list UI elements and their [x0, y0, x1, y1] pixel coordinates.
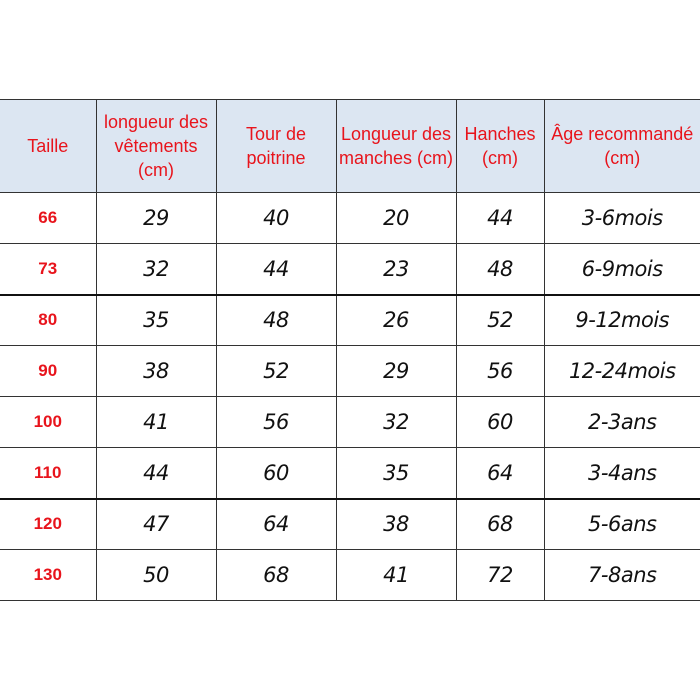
table-row	[0, 499, 700, 550]
table-body	[0, 193, 700, 601]
cell-longueur-vetements: 41	[96, 397, 216, 448]
cell-longueur-manches: 35	[336, 448, 456, 499]
cell-tour-de-poitrine: 40	[216, 193, 336, 244]
cell-longueur-manches: 23	[336, 244, 456, 295]
cell-tour-de-poitrine: 68	[216, 550, 336, 601]
cell-longueur-vetements: 38	[96, 346, 216, 397]
cell-taille: 100	[0, 397, 96, 448]
cell-longueur-manches: 38	[336, 499, 456, 550]
cell-tour-de-poitrine: 48	[216, 295, 336, 346]
cell-longueur-manches: 32	[336, 397, 456, 448]
table-row	[0, 193, 700, 244]
cell-taille: 90	[0, 346, 96, 397]
cell-tour-de-poitrine: 52	[216, 346, 336, 397]
cell-age-recommande: 6-9mois	[544, 244, 700, 295]
table-row	[0, 550, 700, 601]
cell-longueur-vetements: 44	[96, 448, 216, 499]
header-taille: Taille	[0, 100, 96, 193]
cell-longueur-vetements: 35	[96, 295, 216, 346]
cell-taille: 130	[0, 550, 96, 601]
cell-longueur-vetements: 50	[96, 550, 216, 601]
cell-longueur-manches: 29	[336, 346, 456, 397]
cell-age-recommande: 9-12mois	[544, 295, 700, 346]
cell-hanches: 48	[456, 244, 544, 295]
cell-longueur-manches: 20	[336, 193, 456, 244]
cell-tour-de-poitrine: 60	[216, 448, 336, 499]
table-row	[0, 244, 700, 295]
cell-tour-de-poitrine: 44	[216, 244, 336, 295]
header-tour-de-poitrine: Tour de poitrine	[216, 100, 336, 193]
cell-taille: 120	[0, 499, 96, 550]
header-hanches: Hanches (cm)	[456, 100, 544, 193]
cell-age-recommande: 3-6mois	[544, 193, 700, 244]
cell-hanches: 72	[456, 550, 544, 601]
cell-hanches: 52	[456, 295, 544, 346]
header-longueur-vetements: longueur des vêtements (cm)	[96, 100, 216, 193]
cell-taille: 110	[0, 448, 96, 499]
cell-longueur-manches: 41	[336, 550, 456, 601]
cell-tour-de-poitrine: 56	[216, 397, 336, 448]
cell-age-recommande: 2-3ans	[544, 397, 700, 448]
header-age-recommande: Âge recommandé (cm)	[544, 100, 700, 193]
cell-hanches: 64	[456, 448, 544, 499]
cell-hanches: 60	[456, 397, 544, 448]
header-row	[0, 100, 700, 193]
size-chart	[0, 99, 700, 601]
cell-tour-de-poitrine: 64	[216, 499, 336, 550]
cell-age-recommande: 3-4ans	[544, 448, 700, 499]
cell-hanches: 68	[456, 499, 544, 550]
cell-taille: 73	[0, 244, 96, 295]
cell-age-recommande: 7-8ans	[544, 550, 700, 601]
cell-age-recommande: 12-24mois	[544, 346, 700, 397]
header-longueur-manches: Longueur des manches (cm)	[336, 100, 456, 193]
cell-longueur-vetements: 29	[96, 193, 216, 244]
table-row	[0, 448, 700, 499]
table-row	[0, 397, 700, 448]
cell-hanches: 44	[456, 193, 544, 244]
cell-longueur-manches: 26	[336, 295, 456, 346]
cell-taille: 80	[0, 295, 96, 346]
cell-hanches: 56	[456, 346, 544, 397]
cell-longueur-vetements: 32	[96, 244, 216, 295]
size-table	[0, 99, 700, 601]
table-row	[0, 295, 700, 346]
table-row	[0, 346, 700, 397]
cell-longueur-vetements: 47	[96, 499, 216, 550]
cell-taille: 66	[0, 193, 96, 244]
cell-age-recommande: 5-6ans	[544, 499, 700, 550]
